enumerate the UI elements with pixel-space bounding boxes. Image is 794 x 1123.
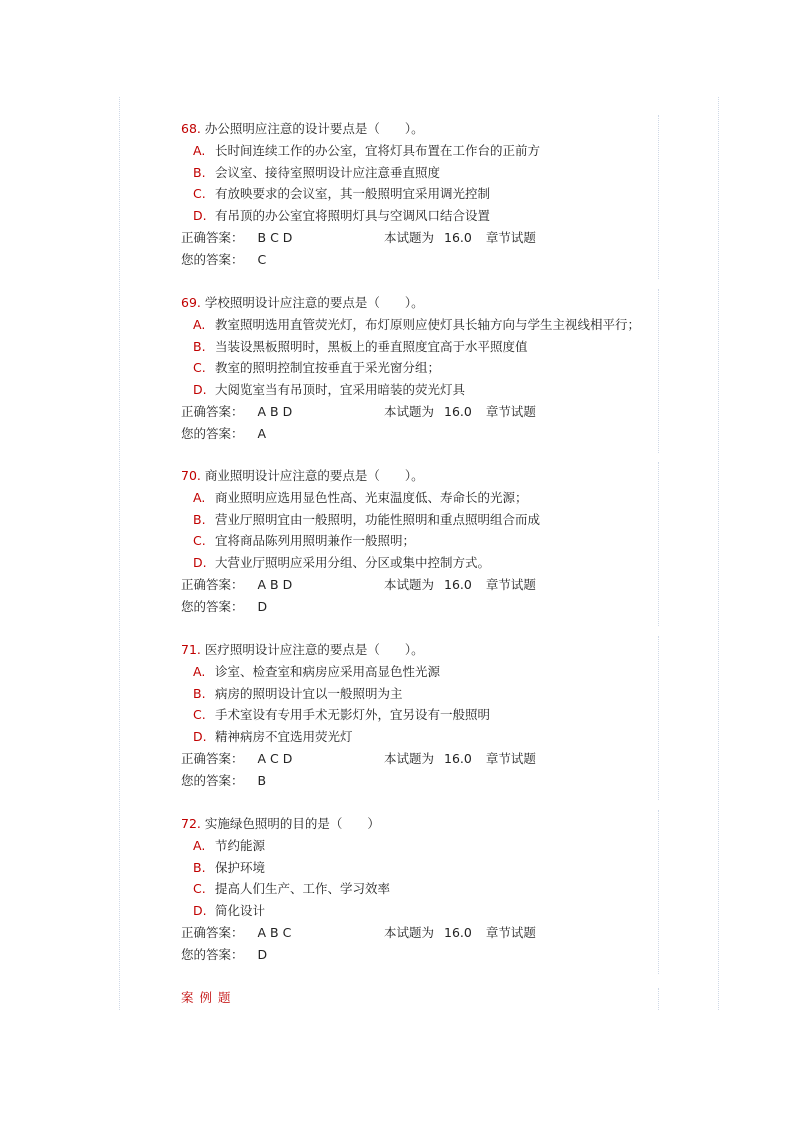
question-stem xyxy=(181,642,424,658)
question-type: 章节试题 xyxy=(485,404,536,419)
question-divider xyxy=(658,289,659,453)
your-answer-row xyxy=(181,252,266,268)
option-text: 简化设计 xyxy=(215,903,266,918)
question-text: 办公照明应注意的设计要点是（ ）。 xyxy=(204,121,424,136)
question-block xyxy=(181,642,659,794)
option-text: 保护环境 xyxy=(215,860,266,875)
question-number: 70. xyxy=(181,468,201,483)
option-a[interactable] xyxy=(193,664,440,680)
score-info xyxy=(384,925,536,941)
your-answer-label: 您的答案： xyxy=(181,599,244,614)
option-letter: B. xyxy=(193,165,206,180)
option-b[interactable] xyxy=(193,165,440,181)
question-number: 72. xyxy=(181,816,201,831)
option-letter: A. xyxy=(193,143,206,158)
question-type: 章节试题 xyxy=(485,230,536,245)
your-answer-value: C xyxy=(257,252,267,267)
option-d[interactable] xyxy=(193,903,265,919)
your-answer-value: B xyxy=(257,773,267,788)
score-label: 本试题为 xyxy=(384,577,435,592)
your-answer-row xyxy=(181,426,266,442)
score-label: 本试题为 xyxy=(384,751,435,766)
option-letter: D. xyxy=(193,208,207,223)
your-answer-value: D xyxy=(257,599,268,614)
question-text: 学校照明设计应注意的要点是（ ）。 xyxy=(204,295,424,310)
correct-answer-label: 正确答案： xyxy=(181,751,244,766)
option-letter: A. xyxy=(193,664,206,679)
option-a[interactable] xyxy=(193,143,540,159)
correct-answer-value: A C D xyxy=(257,751,293,766)
score-label: 本试题为 xyxy=(384,230,435,245)
question-block xyxy=(181,121,659,273)
answer-meta-row xyxy=(181,577,659,593)
score-info xyxy=(384,577,536,593)
option-letter: D. xyxy=(193,729,207,744)
option-b[interactable] xyxy=(193,339,528,355)
option-letter: B. xyxy=(193,860,206,875)
option-text: 营业厅照明宜由一般照明，功能性照明和重点照明组合而成 xyxy=(215,512,541,527)
question-block xyxy=(181,468,659,620)
correct-answer-value: A B D xyxy=(257,404,293,419)
option-text: 当装设黑板照明时，黑板上的垂直照度宜高于水平照度值 xyxy=(215,339,528,354)
score-value: 16.0 xyxy=(444,925,472,940)
option-text: 会议室、接待室照明设计应注意垂直照度 xyxy=(215,165,441,180)
option-a[interactable] xyxy=(193,317,640,333)
option-text: 有吊顶的办公室宜将照明灯具与空调风口结合设置 xyxy=(215,208,491,223)
question-divider xyxy=(658,810,659,974)
option-d[interactable] xyxy=(193,555,490,571)
option-text: 大阅览室当有吊顶时，宜采用暗装的荧光灯具 xyxy=(215,382,466,397)
option-text: 长时间连续工作的办公室，宜将灯具布置在工作台的正前方 xyxy=(215,143,541,158)
option-text: 节约能源 xyxy=(215,838,266,853)
question-stem xyxy=(181,121,424,137)
question-text: 实施绿色照明的目的是（ ） xyxy=(204,816,380,831)
score-label: 本试题为 xyxy=(384,404,435,419)
question-text: 医疗照明设计应注意的要点是（ ）。 xyxy=(204,642,424,657)
correct-answer-value: A B D xyxy=(257,577,293,592)
score-info xyxy=(384,230,536,246)
option-c[interactable] xyxy=(193,186,490,202)
option-b[interactable] xyxy=(193,860,265,876)
option-d[interactable] xyxy=(193,208,490,224)
page-left-rule xyxy=(119,97,120,1010)
score-value: 16.0 xyxy=(444,577,472,592)
question-text: 商业照明设计应注意的要点是（ ）。 xyxy=(204,468,424,483)
option-text: 商业照明应选用显色性高、光束温度低、寿命长的光源； xyxy=(215,490,528,505)
option-text: 宜将商品陈列用照明兼作一般照明； xyxy=(215,533,416,548)
your-answer-row xyxy=(181,599,267,615)
question-block xyxy=(181,816,659,968)
option-letter: D. xyxy=(193,382,207,397)
correct-answer-label: 正确答案： xyxy=(181,404,244,419)
question-number: 69. xyxy=(181,295,201,310)
correct-answer-label: 正确答案： xyxy=(181,230,244,245)
correct-answer-label: 正确答案： xyxy=(181,577,244,592)
your-answer-label: 您的答案： xyxy=(181,947,244,962)
option-letter: B. xyxy=(193,686,206,701)
question-stem xyxy=(181,295,424,311)
option-b[interactable] xyxy=(193,686,403,702)
option-text: 精神病房不宜选用荧光灯 xyxy=(215,729,353,744)
score-info xyxy=(384,404,536,420)
your-answer-value: D xyxy=(257,947,268,962)
question-block xyxy=(181,295,659,447)
page-right-rule xyxy=(718,97,719,1010)
option-text: 诊室、检查室和病房应采用高显色性光源 xyxy=(215,664,441,679)
option-text: 手术室设有专用手术无影灯外，宜另设有一般照明 xyxy=(215,707,491,722)
score-value: 16.0 xyxy=(444,751,472,766)
option-letter: C. xyxy=(193,881,206,896)
option-letter: B. xyxy=(193,339,206,354)
option-letter: D. xyxy=(193,555,207,570)
score-value: 16.0 xyxy=(444,230,472,245)
answer-meta-row xyxy=(181,925,659,941)
option-text: 有放映要求的会议室，其一般照明宜采用调光控制 xyxy=(215,186,491,201)
correct-answer-value: A B C xyxy=(257,925,292,940)
correct-answer-label: 正确答案： xyxy=(181,925,244,940)
option-text: 大营业厅照明应采用分组、分区或集中控制方式。 xyxy=(215,555,491,570)
option-c[interactable] xyxy=(193,533,415,549)
section-divider xyxy=(658,988,659,1010)
answer-meta-row xyxy=(181,751,659,767)
question-divider xyxy=(658,636,659,800)
answer-meta-row xyxy=(181,230,659,246)
question-stem xyxy=(181,468,424,484)
option-letter: C. xyxy=(193,360,206,375)
option-text: 教室的照明控制宜按垂直于采光窗分组； xyxy=(215,360,441,375)
answer-meta-row xyxy=(181,404,659,420)
score-label: 本试题为 xyxy=(384,925,435,940)
your-answer-row xyxy=(181,947,267,963)
question-type: 章节试题 xyxy=(485,751,536,766)
option-letter: A. xyxy=(193,490,206,505)
option-letter: C. xyxy=(193,707,206,722)
option-text: 教室照明选用直管荧光灯，布灯原则应使灯具长轴方向与学生主视线相平行； xyxy=(215,317,641,332)
question-number: 71. xyxy=(181,642,201,657)
option-letter: D. xyxy=(193,903,207,918)
your-answer-label: 您的答案： xyxy=(181,773,244,788)
your-answer-row xyxy=(181,773,266,789)
your-answer-label: 您的答案： xyxy=(181,252,244,267)
your-answer-label: 您的答案： xyxy=(181,426,244,441)
option-c[interactable] xyxy=(193,881,390,897)
question-type: 章节试题 xyxy=(485,577,536,592)
option-a[interactable] xyxy=(193,838,265,854)
option-letter: C. xyxy=(193,533,206,548)
section-title: 案例题 xyxy=(181,990,237,1005)
option-d[interactable] xyxy=(193,382,465,398)
question-type: 章节试题 xyxy=(485,925,536,940)
option-c[interactable] xyxy=(193,707,490,723)
option-text: 提高人们生产、工作、学习效率 xyxy=(215,881,391,896)
question-number: 68. xyxy=(181,121,201,136)
question-divider xyxy=(658,115,659,279)
option-letter: C. xyxy=(193,186,206,201)
option-c[interactable] xyxy=(193,360,440,376)
score-info xyxy=(384,751,536,767)
question-divider xyxy=(658,462,659,626)
option-letter: B. xyxy=(193,512,206,527)
your-answer-value: A xyxy=(257,426,267,441)
score-value: 16.0 xyxy=(444,404,472,419)
option-letter: A. xyxy=(193,838,206,853)
option-d[interactable] xyxy=(193,729,353,745)
option-b[interactable] xyxy=(193,512,540,528)
option-text: 病房的照明设计宜以一般照明为主 xyxy=(215,686,403,701)
correct-answer-value: B C D xyxy=(257,230,293,245)
option-letter: A. xyxy=(193,317,206,332)
option-a[interactable] xyxy=(193,490,528,506)
question-stem xyxy=(181,816,380,832)
